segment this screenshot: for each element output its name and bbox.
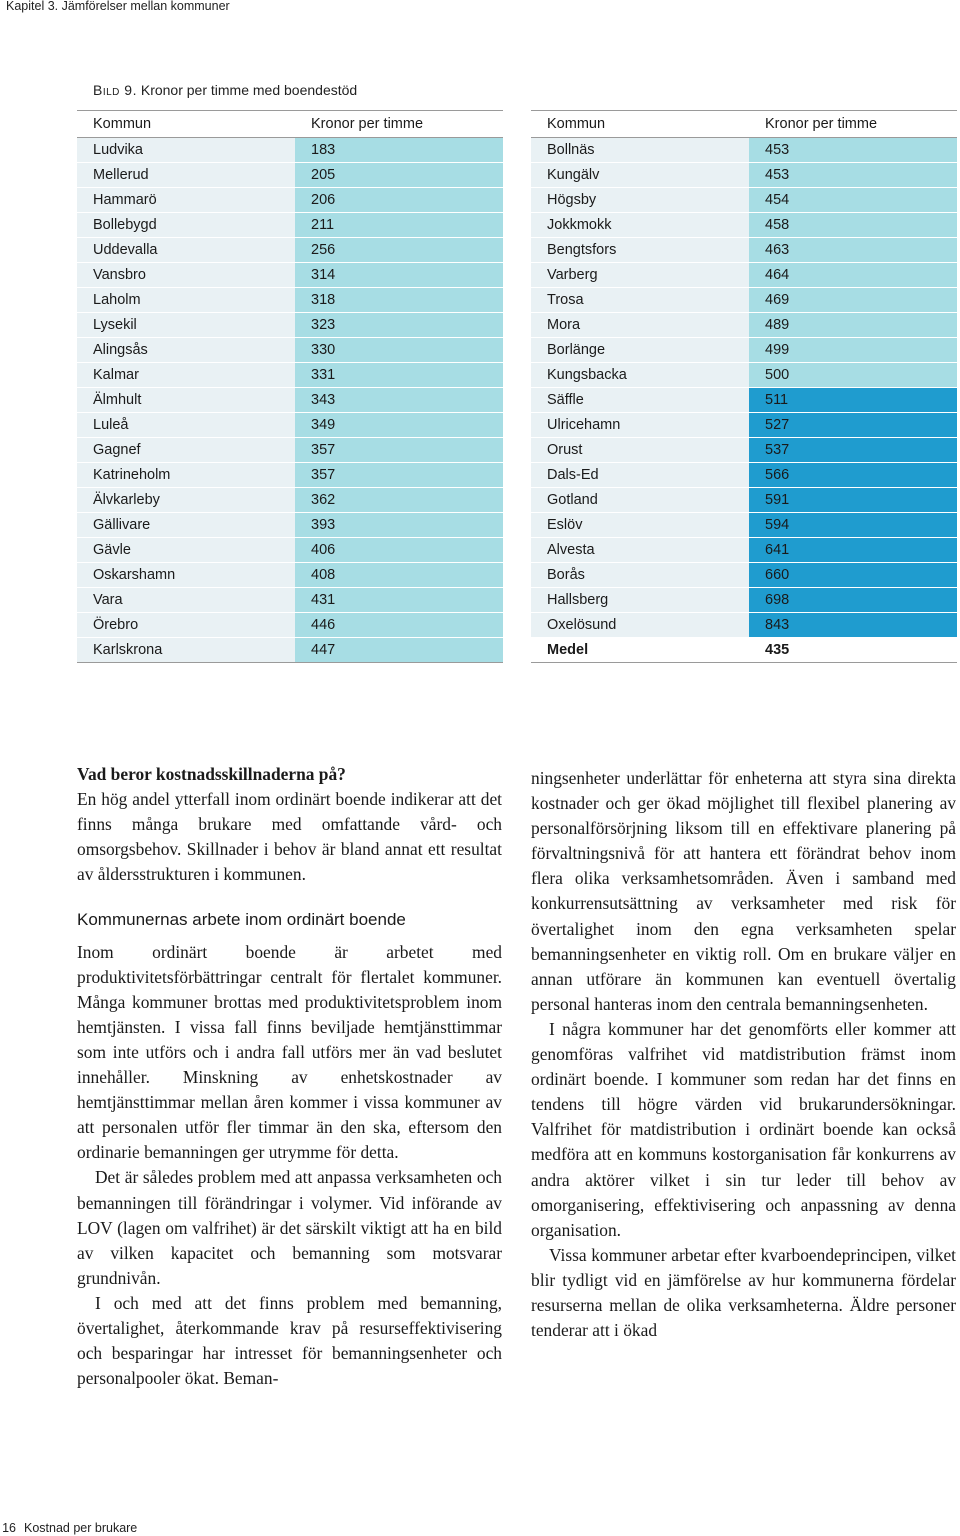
table-row — [531, 213, 957, 238]
col-header-kronor: Kronor per timme — [749, 111, 957, 138]
kommun-cell: Vansbro — [77, 263, 295, 288]
table-row — [77, 513, 503, 538]
kronor-cell: 499 — [749, 338, 957, 363]
kommun-cell: Kungsbacka — [531, 363, 749, 388]
table-row — [531, 488, 957, 513]
table-row — [77, 438, 503, 463]
kommun-cell: Gävle — [77, 538, 295, 563]
kommun-cell: Älmhult — [77, 388, 295, 413]
kommun-cell: Gällivare — [77, 513, 295, 538]
table-header-row — [77, 111, 503, 138]
kronor-cell: 454 — [749, 188, 957, 213]
kommun-cell: Karlskrona — [77, 638, 295, 663]
paragraph: ningsenheter underlättar för enheterna att styra sina direkta kostnader och ger ökad möjlighet till flexibel planering av personalförsörjning liksom till en effektivare planering på förvaltningsnivå för att hantera ett förändrat behov inom flera olika verksamhetsområden. Även i samband med konkurrensutsättning av verksamheter med risk för övertalighet inom den egna verksamheten spelar bemanningsenheter en viktig roll. Om en brukare väljer en annan utförare än kommunen kan eventuell övertalig personal hanteras inom den centrala bemanningsenheten. — [531, 768, 956, 1014]
kommun-cell: Laholm — [77, 288, 295, 313]
total-value: 435 — [749, 638, 957, 663]
table-row — [77, 413, 503, 438]
kommun-cell: Vara — [77, 588, 295, 613]
table-row — [531, 538, 957, 563]
kommun-cell: Mellerud — [77, 163, 295, 188]
kommun-cell: Jokkmokk — [531, 213, 749, 238]
kronor-cell: 453 — [749, 163, 957, 188]
table-row — [77, 288, 503, 313]
kommun-cell: Borås — [531, 563, 749, 588]
figure-title: Kronor per timme med boendestöd — [140, 82, 358, 98]
kronor-cell: 446 — [295, 613, 503, 638]
col-header-kommun: Kommun — [531, 111, 749, 138]
kronor-cell: 447 — [295, 638, 503, 663]
col-header-kronor: Kronor per timme — [295, 111, 503, 138]
kommun-cell: Ludvika — [77, 138, 295, 163]
table-row — [77, 213, 503, 238]
table-row — [77, 588, 503, 613]
table-row — [77, 188, 503, 213]
table-row — [531, 563, 957, 588]
kronor-cell: 458 — [749, 213, 957, 238]
page-number: 16 — [2, 1521, 16, 1535]
table-row — [77, 263, 503, 288]
kronor-cell: 537 — [749, 438, 957, 463]
table-row — [77, 388, 503, 413]
kronor-cell: 211 — [295, 213, 503, 238]
kommun-cell: Dals-Ed — [531, 463, 749, 488]
table-row — [531, 238, 957, 263]
kronor-cell: 660 — [749, 563, 957, 588]
kommun-cell: Lysekil — [77, 313, 295, 338]
table-row — [77, 563, 503, 588]
kronor-cell: 406 — [295, 538, 503, 563]
paragraph: Inom ordinärt boende är arbetet med produktivitetsförbättringar centralt för flertalet kommuner. Många kommuner brottas med produktivitetsproblem inom hemtjänsten. I vissa fall finns beviljade hemtjänsttimmar som inte utförs och i andra fall utförs mer än vad beslutet innehåller. Minskning av enhetskostnader av hemtjänsttimmar mellan åren kommer i vissa kommuner av att personalen utför fler timmar än den ska, eftersom den ordinarie bemanningen ger utrymme för detta. — [77, 941, 502, 1163]
kommun-cell: Oskarshamn — [77, 563, 295, 588]
question-heading: Vad beror kostnadsskillnaderna på? — [77, 764, 346, 784]
kronor-cell: 566 — [749, 463, 957, 488]
kronor-cell: 511 — [749, 388, 957, 413]
table-row — [531, 163, 957, 188]
kronor-cell: 205 — [295, 163, 503, 188]
kronor-cell: 362 — [295, 488, 503, 513]
kronor-cell: 256 — [295, 238, 503, 263]
table-row — [531, 513, 957, 538]
kommun-cell: Varberg — [531, 263, 749, 288]
kronor-cell: 489 — [749, 313, 957, 338]
table-row — [77, 363, 503, 388]
figure-caption — [93, 82, 357, 98]
table-row — [531, 263, 957, 288]
table-row — [77, 463, 503, 488]
kommun-cell: Bengtsfors — [531, 238, 749, 263]
kommun-cell: Hallsberg — [531, 588, 749, 613]
table-row — [531, 388, 957, 413]
kronor-cell: 698 — [749, 588, 957, 613]
kronor-cell: 431 — [295, 588, 503, 613]
paragraph: Det är således problem med att anpassa verksamheten och bemanningen till förändringar i volymer. Vid införande av LOV (lagen om valfrihet) är det särskilt viktigt att ha en bild av vilken kapacitet och bemanning som motsvarar grundnivån. — [77, 1167, 502, 1288]
table-row — [531, 138, 957, 163]
kommun-cell: Kungälv — [531, 163, 749, 188]
kronor-cell: 323 — [295, 313, 503, 338]
table-row — [77, 538, 503, 563]
page-footer — [0, 1521, 137, 1535]
table-row — [531, 463, 957, 488]
kronor-cell: 349 — [295, 413, 503, 438]
cost-table-right — [531, 110, 957, 663]
table-header-row — [531, 111, 957, 138]
col-header-kommun: Kommun — [77, 111, 295, 138]
kronor-cell: 357 — [295, 438, 503, 463]
table-row — [531, 413, 957, 438]
kommun-cell: Säffle — [531, 388, 749, 413]
kommun-cell: Luleå — [77, 413, 295, 438]
kommun-cell: Alvesta — [531, 538, 749, 563]
table-row — [531, 188, 957, 213]
kommun-cell: Katrineholm — [77, 463, 295, 488]
kronor-cell: 183 — [295, 138, 503, 163]
paragraph: I några kommuner har det genomförts eller kommer att genomföras valfrihet vid matdistribution främst inom ordinärt boende. I kommuner som redan har det finns en tendens till högre värden vid brukarundersökningar. Valfrihet för matdistribution i ordinärt boende kan också medföra att en kommuns kostorganisation får konkurrens av andra aktörer vilket i sin tur leder till behov av omorganisering, effektivisering och anpassning av denna organisation. — [531, 1018, 956, 1240]
kommun-cell: Hammarö — [77, 188, 295, 213]
kommun-cell: Borlänge — [531, 338, 749, 363]
kronor-cell: 343 — [295, 388, 503, 413]
kronor-cell: 464 — [749, 263, 957, 288]
kronor-cell: 357 — [295, 463, 503, 488]
table-row — [531, 288, 957, 313]
running-head: Kapitel 3. Jämförelser mellan kommuner — [6, 0, 230, 13]
section-heading: Kommunernas arbete inom ordinärt boende — [77, 910, 406, 930]
table-row — [77, 613, 503, 638]
kommun-cell: Örebro — [77, 613, 295, 638]
kronor-cell: 393 — [295, 513, 503, 538]
kommun-cell: Alingsås — [77, 338, 295, 363]
kronor-cell: 463 — [749, 238, 957, 263]
paragraph: En hög andel ytterfall inom ordinärt boende indikerar att det finns många brukare med omfattande vård- och omsorgsbehov. Skillnader i behov är bland annat ett resultat av åldersstrukturen i kommunen. — [77, 789, 502, 885]
table-body-left — [77, 138, 503, 663]
kommun-cell: Eslöv — [531, 513, 749, 538]
kronor-cell: 527 — [749, 413, 957, 438]
kronor-cell: 594 — [749, 513, 957, 538]
kommun-cell: Gagnef — [77, 438, 295, 463]
kommun-cell: Oxelösund — [531, 613, 749, 638]
kronor-cell: 469 — [749, 288, 957, 313]
kronor-cell: 500 — [749, 363, 957, 388]
text-column-left — [77, 762, 502, 1391]
table-row — [77, 638, 503, 663]
kommun-cell: Orust — [531, 438, 749, 463]
table-row — [531, 588, 957, 613]
kommun-cell: Mora — [531, 313, 749, 338]
kommun-cell: Ulricehamn — [531, 413, 749, 438]
kommun-cell: Uddevalla — [77, 238, 295, 263]
kommun-cell: Kalmar — [77, 363, 295, 388]
figure-label: Bild 9. — [93, 82, 137, 98]
kronor-cell: 408 — [295, 563, 503, 588]
kommun-cell: Älvkarleby — [77, 488, 295, 513]
paragraph: Vissa kommuner arbetar efter kvarboendeprincipen, vilket blir tydligt vid en jämförelse av hur kommunerna fördelar resurserna mellan de olika verksamheterna. Äldre personer tenderar att i ökad — [531, 1244, 956, 1341]
table-row — [531, 363, 957, 388]
table-row — [531, 338, 957, 363]
table-row — [77, 313, 503, 338]
kommun-cell: Bollnäs — [531, 138, 749, 163]
kronor-cell: 843 — [749, 613, 957, 638]
kommun-cell: Gotland — [531, 488, 749, 513]
kommun-cell: Bollebygd — [77, 213, 295, 238]
total-row — [531, 638, 957, 663]
kommun-cell: Trosa — [531, 288, 749, 313]
cost-table-left — [77, 110, 503, 663]
kronor-cell: 591 — [749, 488, 957, 513]
table-row — [77, 338, 503, 363]
table-row — [531, 313, 957, 338]
kronor-cell: 331 — [295, 363, 503, 388]
paragraph: I och med att det finns problem med bemanning, övertalighet, återkommande krav på resurseffektivisering och besparingar har intresset för bemanningsenheter och personalpooler ökat. Beman- — [77, 1292, 502, 1389]
text-column-right — [531, 766, 956, 1343]
kronor-cell: 453 — [749, 138, 957, 163]
footer-title: Kostnad per brukare — [24, 1521, 138, 1535]
kronor-cell: 330 — [295, 338, 503, 363]
table-row — [531, 613, 957, 638]
table-row — [77, 238, 503, 263]
kommun-cell: Högsby — [531, 188, 749, 213]
table-row — [77, 488, 503, 513]
table-row — [77, 138, 503, 163]
kronor-cell: 318 — [295, 288, 503, 313]
table-row — [531, 438, 957, 463]
kronor-cell: 206 — [295, 188, 503, 213]
kronor-cell: 641 — [749, 538, 957, 563]
table-body-right — [531, 138, 957, 663]
table-row — [77, 163, 503, 188]
kronor-cell: 314 — [295, 263, 503, 288]
total-label: Medel — [531, 638, 749, 663]
